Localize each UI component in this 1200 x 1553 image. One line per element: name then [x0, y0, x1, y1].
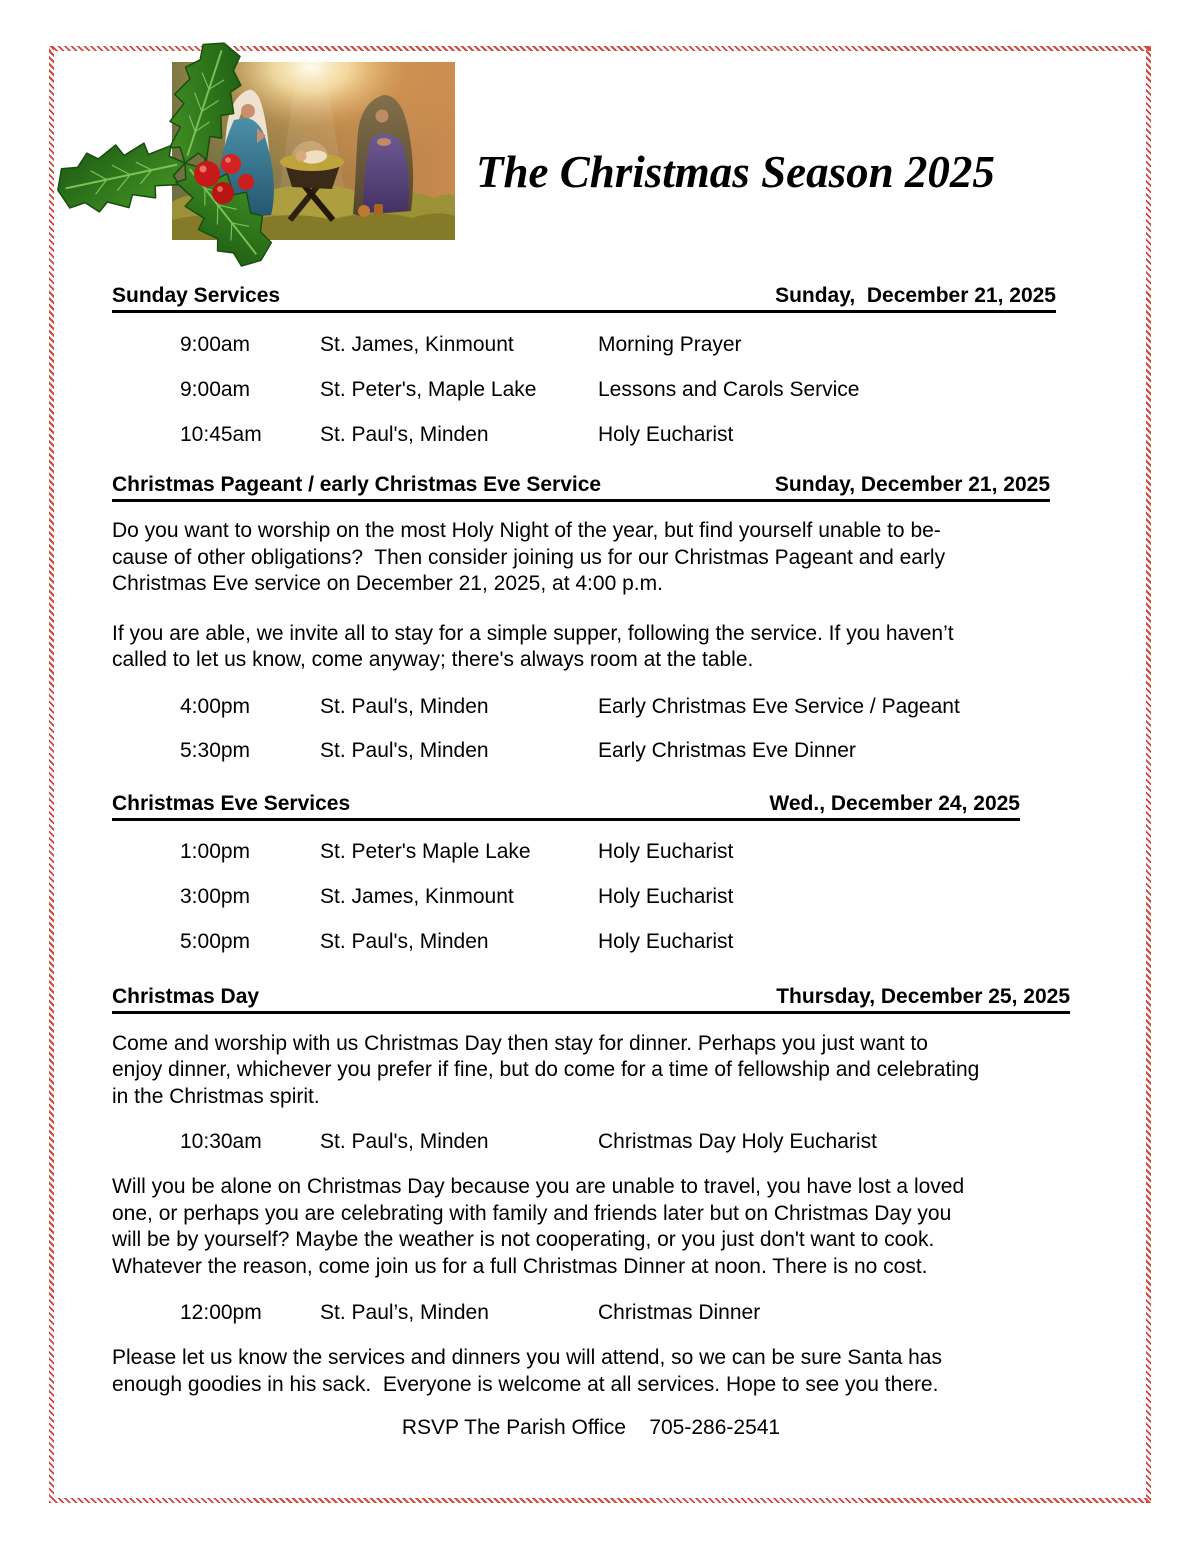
service-row	[112, 332, 1070, 358]
service-name: Early Christmas Eve Dinner	[598, 738, 856, 762]
service-time: 5:00pm	[180, 929, 251, 953]
service-name: Holy Eucharist	[598, 929, 734, 953]
service-name: Lessons and Carols Service	[598, 378, 860, 401]
service-time: 9:00am	[180, 378, 251, 401]
service-location: St. Paul's, Minden	[320, 1130, 489, 1153]
page-title: The Christmas Season 2025	[476, 147, 995, 197]
service-time: 10:30am	[180, 1130, 262, 1153]
service-name: Early Christmas Eve Service / Pageant	[598, 694, 960, 718]
service-name: Christmas Dinner	[598, 1301, 761, 1324]
paragraph-line: enough goodies in his sack. Everyone is welcome at all services. Hope to see you there.	[112, 1372, 939, 1396]
service-time: 3:00pm	[180, 884, 251, 908]
paragraph-line: If you are able, we invite all to stay for a simple supper, following the service. If you haven’t	[112, 621, 954, 645]
christmas-day-paragraph	[112, 1031, 1070, 1111]
service-name: Morning Prayer	[598, 333, 742, 356]
section-date: Wed., December 24, 2025	[769, 791, 1020, 815]
section-heading-christmas-eve	[112, 791, 1020, 821]
service-location: St. James, Kinmount	[320, 333, 514, 356]
service-name: Holy Eucharist	[598, 884, 734, 908]
paragraph-line: called to let us know, come anyway; there's always room at the table.	[112, 648, 754, 671]
stitched-border-bottom	[49, 1498, 1151, 1503]
section-title: Sunday Services	[112, 284, 281, 307]
service-row	[112, 839, 1070, 865]
section-date: Thursday, December 25, 2025	[776, 984, 1070, 1008]
service-row	[112, 422, 1070, 448]
section-date: Sunday, December 21, 2025	[775, 284, 1056, 307]
paragraph-line: cause of other obligations? Then consider joining us for our Christmas Pageant and early	[112, 545, 946, 569]
section-title: Christmas Day	[112, 984, 260, 1008]
service-location: St. Paul's, Minden	[320, 929, 489, 953]
section-title: Christmas Eve Services	[112, 791, 351, 815]
service-time: 12:00pm	[180, 1301, 262, 1324]
service-time: 4:00pm	[180, 694, 251, 718]
flyer-content	[112, 0, 1070, 1441]
service-time: 5:30pm	[180, 738, 251, 762]
service-time: 9:00am	[180, 333, 251, 356]
service-row	[112, 694, 1070, 720]
paragraph-line: enjoy dinner, whichever you prefer if fine, but do come for a time of fellowship and celebrating	[112, 1058, 980, 1081]
service-row	[112, 1300, 1070, 1326]
service-row	[112, 884, 1070, 910]
service-location: St. Paul's, Minden	[320, 738, 489, 762]
service-location: St. Paul’s, Minden	[320, 1301, 489, 1324]
section-title: Christmas Pageant / early Christmas Eve Service	[112, 473, 602, 496]
supper-invite-paragraph	[112, 621, 1070, 674]
service-row	[112, 738, 1070, 764]
paragraph-line: Please let us know the services and dinners you will attend, so we can be sure Santa has	[112, 1346, 942, 1369]
closing-paragraph	[112, 1345, 1070, 1398]
paragraph-line: in the Christmas spirit.	[112, 1084, 320, 1108]
service-location: St. Paul's, Minden	[320, 694, 489, 718]
paragraph-line: Will you be alone on Christmas Day because you are unable to travel, you have lost a loved	[112, 1175, 965, 1198]
service-row	[112, 929, 1070, 955]
paragraph-line: will be by yourself? Maybe the weather is not cooperating, or you just don't want to cook.	[112, 1228, 935, 1251]
paragraph-line: Do you want to worship on the most Holy Night of the year, but find yourself unable to be-	[112, 519, 941, 542]
section-heading-christmas-pageant	[112, 472, 1050, 502]
service-time: 10:45am	[180, 423, 262, 446]
stitched-border-right	[1146, 46, 1151, 1503]
service-row	[112, 1129, 1070, 1155]
service-location: St. James, Kinmount	[320, 884, 514, 908]
paragraph-line: one, or perhaps you are celebrating with family and friends later but on Christmas Day you	[112, 1201, 952, 1225]
christmas-dinner-paragraph	[112, 1174, 1070, 1280]
rsvp-line: RSVP The Parish Office 705-286-2541	[401, 1416, 781, 1439]
paragraph-line: Christmas Eve service on December 21, 2025, at 4:00 p.m.	[112, 572, 663, 595]
service-location: St. Paul's, Minden	[320, 423, 489, 446]
service-location: St. Peter's, Maple Lake	[320, 378, 537, 401]
service-name: Holy Eucharist	[598, 839, 734, 863]
service-row	[112, 377, 1070, 403]
paragraph-line: Come and worship with us Christmas Day then stay for dinner. Perhaps you just want to	[112, 1031, 928, 1055]
service-location: St. Peter's Maple Lake	[320, 839, 531, 863]
section-heading-christmas-day	[112, 984, 1070, 1014]
service-name: Christmas Day Holy Eucharist	[598, 1130, 877, 1153]
section-date: Sunday, December 21, 2025	[774, 473, 1050, 496]
pageant-intro-paragraph	[112, 518, 1070, 598]
service-name: Holy Eucharist	[598, 423, 734, 446]
service-time: 1:00pm	[180, 839, 251, 863]
paragraph-line: Whatever the reason, come join us for a full Christmas Dinner at noon. There is no cost.	[112, 1254, 928, 1278]
section-heading-sunday-services	[112, 283, 1056, 313]
